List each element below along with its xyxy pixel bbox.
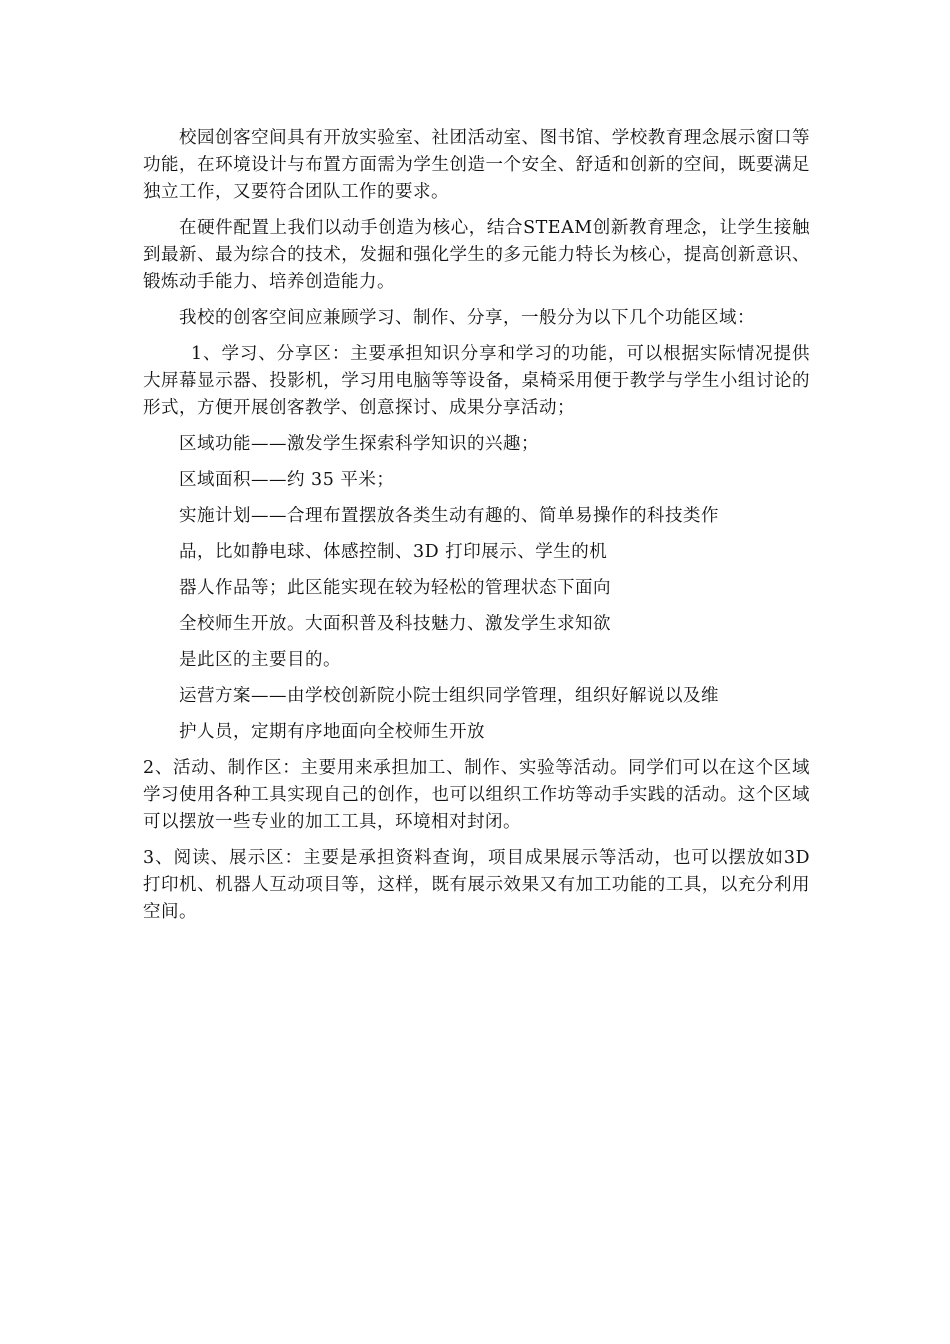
intro-paragraph: 校园创客空间具有开放实验室、社团活动室、图书馆、学校教育理念展示窗口等功能，在环境设计与布置方面需为学生创造一个安全、舒适和创新的空间，既要满足独立工作，又要符合团队工作的要求。 bbox=[143, 128, 810, 202]
area-function-line: 区域功能——激发学生探索科学知识的兴趣； bbox=[179, 434, 539, 454]
implementation-plan-line: 器人作品等；此区能实现在较为轻松的管理状态下面向 bbox=[179, 578, 611, 598]
learning-sharing-area-paragraph: 1、学习、分享区：主要承担知识分享和学习的功能，可以根据实际情况提供大屏幕显示器、投影机，学习用电脑等等设备，桌椅采用便于教学与学生小组讨论的形式，方便开展创客教学、创意探讨、成果分享活动； bbox=[143, 344, 810, 418]
area-size-line: 区域面积——约 35 平米； bbox=[179, 470, 395, 490]
implementation-plan-line: 是此区的主要目的。 bbox=[179, 650, 341, 670]
activity-production-area-paragraph: 2、活动、制作区：主要用来承担加工、制作、实验等活动。同学们可以在这个区域学习使用各种工具实现自己的创作，也可以组织工作坊等动手实践的活动。这个区域可以摆放一些专业的加工工具，环境相对封闭。 bbox=[143, 758, 810, 832]
functional-areas-paragraph: 我校的创客空间应兼顾学习、制作、分享，一般分为以下几个功能区域： bbox=[179, 308, 755, 328]
reading-display-area-paragraph: 3、阅读、展示区：主要是承担资料查询，项目成果展示等活动，也可以摆放如3D 打印机、机器人互动项目等，这样，既有展示效果又有加工功能的工具，以充分利用空间。 bbox=[143, 848, 810, 922]
implementation-plan-line: 品，比如静电球、体感控制、3D 打印展示、学生的机 bbox=[179, 542, 608, 562]
implementation-plan-line: 全校师生开放。大面积普及科技魅力、激发学生求知欲 bbox=[179, 614, 611, 634]
area-details-block bbox=[179, 431, 810, 746]
document-body bbox=[143, 125, 810, 935]
hardware-paragraph: 在硬件配置上我们以动手创造为核心，结合STEAM创新教育理念，让学生接触到最新、最为综合的技术，发掘和强化学生的多元能力特长为核心，提高创新意识、锻炼动手能力、培养创造能力。 bbox=[143, 218, 810, 292]
operation-plan-line: 运营方案——由学校创新院小院士组织同学管理，组织好解说以及维 bbox=[179, 686, 719, 706]
operation-plan-line: 护人员，定期有序地面向全校师生开放 bbox=[179, 722, 485, 742]
implementation-plan-line: 实施计划——合理布置摆放各类生动有趣的、简单易操作的科技类作 bbox=[179, 506, 719, 526]
